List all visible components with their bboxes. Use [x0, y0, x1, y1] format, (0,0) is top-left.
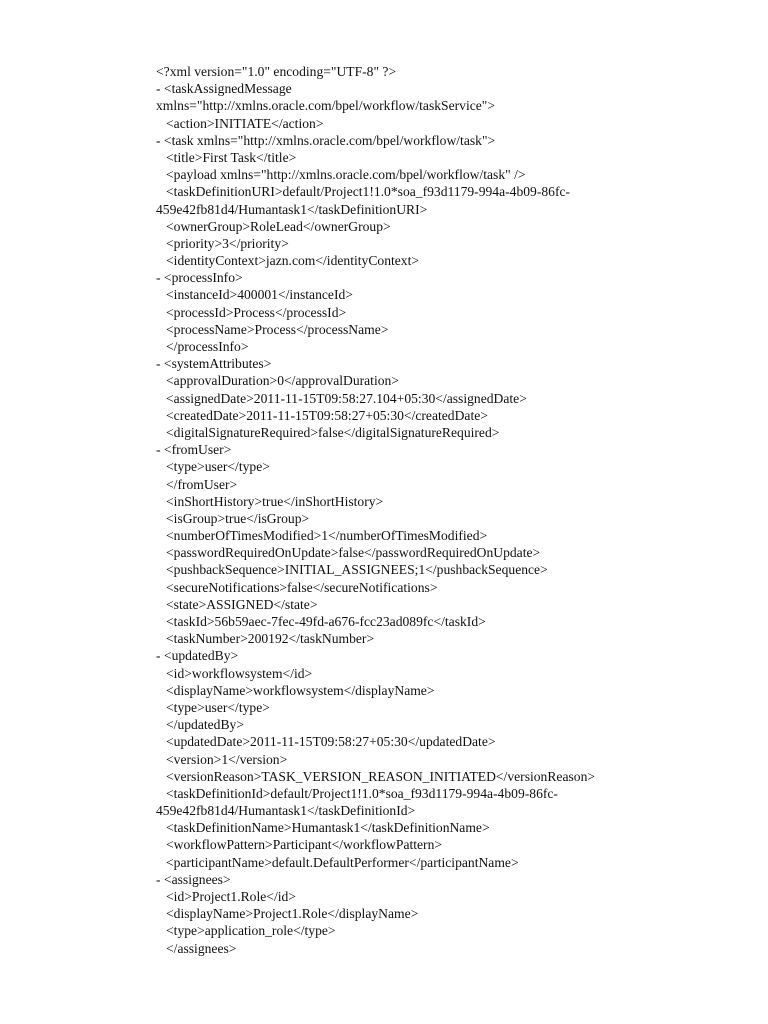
xml-declaration-line: <?xml version="1.0" encoding="UTF-8" ?>: [156, 64, 397, 79]
xml-line: <updatedDate>2011-11-15T09:58:27+05:30</updatedDate>: [166, 734, 496, 750]
xml-line: <displayName>workflowsystem</displayName>: [166, 682, 435, 698]
xml-line: <processName>Process</processName>: [166, 321, 389, 337]
xml-line: <processId>Process</processId>: [166, 304, 347, 320]
xml-line: <inShortHistory>true</inShortHistory>: [166, 493, 384, 509]
xml-line: - <task xmlns="http://xmlns.oracle.com/bpel/workflow/task">: [156, 132, 496, 148]
xml-line: <id>workflowsystem</id>: [166, 665, 313, 681]
xml-line: <action>INITIATE</action>: [166, 115, 324, 131]
xml-line: 459e42fb81d4/Humantask1</taskDefinitionURI>: [156, 201, 428, 217]
xml-line: - <fromUser>: [156, 442, 232, 458]
xml-line: <taskDefinitionURI>default/Project1!1.0*soa_f93d1179-994a-4b09-86fc-: [166, 184, 571, 200]
xml-line: </assignees>: [166, 940, 237, 956]
xml-line: <id>Project1.Role</id>: [166, 889, 296, 904]
xml-line: <type>user</type>: [166, 699, 270, 715]
xml-line: - <updatedBy>: [156, 648, 239, 664]
xml-line: <version>1</version>: [166, 751, 288, 767]
xml-line: <workflowPattern>Participant</workflowPattern>: [166, 837, 443, 853]
xml-line: <pushbackSequence>INITIAL_ASSIGNEES;1</pushbackSequence>: [166, 562, 548, 578]
xml-line: - <processInfo>: [156, 270, 243, 286]
xml-line: </fromUser>: [166, 476, 238, 492]
xml-line: <approvalDuration>0</approvalDuration>: [166, 373, 399, 389]
xml-line: xmlns="http://xmlns.oracle.com/bpel/workflow/taskService">: [156, 98, 496, 114]
xml-line: <passwordRequiredOnUpdate>false</passwordRequiredOnUpdate>: [166, 545, 541, 561]
xml-line: <taskDefinitionName>Humantask1</taskDefinitionName>: [166, 820, 490, 836]
xml-line: <identityContext>jazn.com</identityContext>: [166, 253, 420, 269]
xml-line: <type>application_role</type>: [166, 923, 336, 939]
xml-line: 459e42fb81d4/Humantask1</taskDefinitionId>: [156, 803, 416, 819]
xml-line: <numberOfTimesModified>1</numberOfTimesModified>: [166, 528, 488, 544]
xml-line: <versionReason>TASK_VERSION_REASON_INITIATED</versionReason>: [166, 768, 596, 784]
xml-line: <digitalSignatureRequired>false</digitalSignatureRequired>: [166, 424, 500, 440]
xml-line: </processInfo>: [166, 339, 249, 354]
xml-line: <taskDefinitionId>default/Project1!1.0*soa_f93d1179-994a-4b09-86fc-: [166, 785, 558, 801]
xml-line: <taskId>56b59aec-7fec-49fd-a676-fcc23ad089fc</taskId>: [166, 614, 486, 629]
xml-document: [0, 63, 768, 957]
xml-line: <assignedDate>2011-11-15T09:58:27.104+05:30</assignedDate>: [166, 390, 527, 406]
xml-line: <payload xmlns="http://xmlns.oracle.com/bpel/workflow/task" />: [166, 167, 526, 183]
xml-line: <taskNumber>200192</taskNumber>: [166, 631, 375, 647]
xml-line: <state>ASSIGNED</state>: [166, 596, 318, 612]
xml-line: <priority>3</priority>: [166, 235, 289, 251]
xml-line: <secureNotifications>false</secureNotifications>: [166, 579, 438, 595]
xml-line: <displayName>Project1.Role</displayName>: [166, 906, 419, 922]
xml-line: </updatedBy>: [166, 717, 245, 733]
xml-line: - <taskAssignedMessage: [156, 81, 292, 97]
xml-line: <participantName>default.DefaultPerformer</participantName>: [166, 854, 519, 870]
xml-line: - <assignees>: [156, 871, 231, 887]
xml-line: - <systemAttributes>: [156, 356, 272, 372]
xml-line: <type>user</type>: [166, 459, 270, 475]
xml-line: <instanceId>400001</instanceId>: [166, 287, 353, 303]
xml-line: <createdDate>2011-11-15T09:58:27+05:30</createdDate>: [166, 407, 488, 423]
xml-line: <isGroup>true</isGroup>: [166, 510, 310, 526]
xml-line: <title>First Task</title>: [166, 149, 297, 165]
xml-line: <ownerGroup>RoleLead</ownerGroup>: [166, 218, 391, 234]
